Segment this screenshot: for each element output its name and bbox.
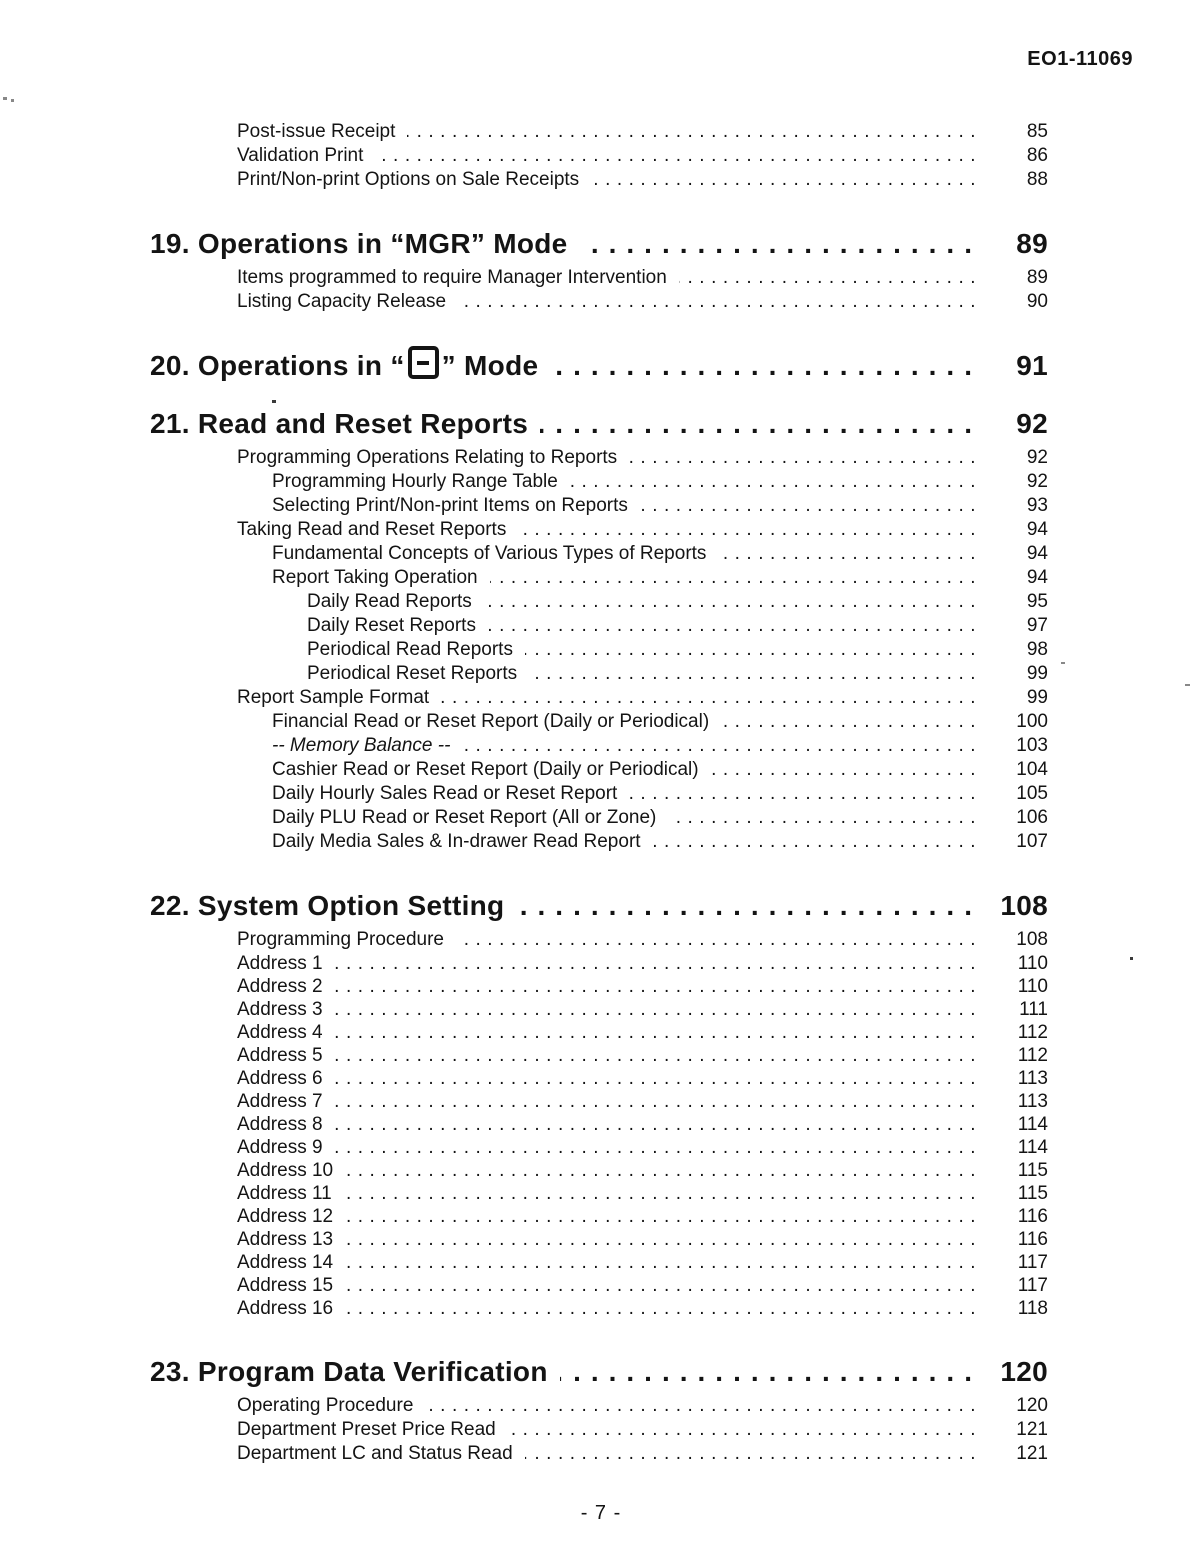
- toc-entry-page: 108: [1000, 890, 1048, 921]
- toc-chapter-row: [150, 344, 1048, 388]
- toc-entry-label: Operating Procedure: [237, 1395, 414, 1416]
- toc-entry-row: [150, 686, 1048, 710]
- toc-entry-label: Department LC and Status Read: [237, 1443, 513, 1464]
- toc-entry-label: Programming Operations Relating to Reports: [237, 447, 618, 468]
- dot-leader: [335, 998, 982, 1021]
- toc-entry-page: 107: [1016, 831, 1048, 852]
- toc-entry-row: [150, 1067, 1048, 1090]
- toc-entry-page: 99: [1026, 663, 1048, 684]
- toc-entry-row: [150, 590, 1048, 614]
- toc-entry-page: 106: [1016, 807, 1048, 828]
- toc-entry-label: Report Taking Operation: [272, 567, 478, 588]
- toc-entry-page: 115: [1017, 1183, 1048, 1204]
- toc-entry-label: Address 12: [237, 1206, 334, 1227]
- toc-entry-row: [150, 662, 1048, 686]
- toc-entry-row: [150, 614, 1048, 638]
- toc-entry-page: 89: [1016, 228, 1048, 259]
- toc-entry-label: Taking Read and Reset Reports: [237, 519, 507, 540]
- toc-entry-page: 113: [1017, 1091, 1048, 1112]
- toc-chapter-title: 23. Program Data Verification: [150, 1356, 548, 1387]
- toc-entry-row: [150, 144, 1048, 168]
- toc-entry-page: 114: [1017, 1137, 1048, 1158]
- dot-leader: [718, 542, 982, 566]
- dot-leader: [488, 614, 982, 638]
- scan-artifact: [11, 99, 14, 102]
- dot-leader: [345, 1297, 982, 1320]
- minus-in-box-icon: [408, 346, 439, 379]
- toc-entry-label: Address 16: [237, 1298, 334, 1319]
- toc-entry-page: 110: [1017, 976, 1048, 997]
- dot-leader: [721, 710, 982, 734]
- scan-artifact: [1130, 957, 1133, 960]
- toc-entry-row: [150, 1297, 1048, 1320]
- toc-entry-page: 112: [1017, 1022, 1048, 1043]
- dot-leader: [441, 686, 982, 710]
- toc-entry-row: [150, 1182, 1048, 1205]
- dot-leader: [484, 590, 982, 614]
- document-code: EO1-11069: [1027, 48, 1133, 70]
- toc-entry-page: 89: [1026, 267, 1048, 288]
- toc-entry-label: Daily Reset Reports: [307, 615, 476, 636]
- toc-entry-page: 91: [1016, 350, 1048, 381]
- toc-entry-label: Periodical Read Reports: [307, 639, 513, 660]
- toc-entry-row: [150, 782, 1048, 806]
- toc-entry-label: Department Preset Price Read: [237, 1419, 496, 1440]
- toc-entry-row: [150, 1394, 1048, 1418]
- toc-entry-page: 120: [1016, 1395, 1048, 1416]
- toc-entry-label: Items programmed to require Manager Intervention: [237, 267, 667, 288]
- toc-entry-label: Daily Read Reports: [307, 591, 472, 612]
- toc-entry-row: [150, 952, 1048, 975]
- dot-leader: [629, 446, 982, 470]
- toc-entry-row: [150, 1228, 1048, 1251]
- toc-entry-row: [150, 290, 1048, 314]
- toc-entry-label: Address 4: [237, 1022, 323, 1043]
- dot-leader: [344, 1182, 982, 1205]
- toc-entry-page: 92: [1016, 408, 1048, 439]
- toc-entry-row: [150, 638, 1048, 662]
- toc-entry-label: Address 13: [237, 1229, 334, 1250]
- dot-leader: [550, 344, 982, 388]
- page-number-footer: - 7 -: [580, 1502, 622, 1524]
- toc-entry-page: 90: [1026, 291, 1048, 312]
- toc-entry-label: Address 11: [237, 1183, 332, 1204]
- scan-artifact: [1061, 662, 1065, 664]
- toc-chapter-title: 19. Operations in “MGR” Mode: [150, 228, 568, 259]
- scan-artifact: [1185, 684, 1190, 686]
- dot-leader: [425, 1394, 982, 1418]
- toc-entry-page: 88: [1026, 169, 1048, 190]
- toc: [150, 0, 1048, 1466]
- toc-entry-label: Validation Print: [237, 145, 364, 166]
- toc-chapter-row: [150, 222, 1048, 266]
- dot-leader: [540, 402, 982, 446]
- toc-entry-label: Daily Media Sales & In-drawer Read Report: [272, 831, 641, 852]
- toc-entry-row: [150, 806, 1048, 830]
- dot-leader: [335, 1021, 982, 1044]
- toc-entry-row: [150, 168, 1048, 192]
- toc-entry-page: 108: [1016, 929, 1048, 950]
- toc-entry-label: Address 7: [237, 1091, 323, 1112]
- scan-artifact: [3, 97, 7, 100]
- dot-leader: [711, 758, 982, 782]
- dot-leader: [335, 1067, 982, 1090]
- toc-entry-label: Address 15: [237, 1275, 334, 1296]
- toc-entry-row: [150, 975, 1048, 998]
- dot-leader: [640, 494, 982, 518]
- toc-entry-page: 117: [1017, 1252, 1048, 1273]
- toc-entry-row: [150, 998, 1048, 1021]
- toc-entry-label: Periodical Reset Reports: [307, 663, 518, 684]
- scan-artifact: [272, 400, 276, 403]
- toc-entry-page: 118: [1017, 1298, 1048, 1319]
- toc-entry-label: -- Memory Balance --: [272, 735, 451, 756]
- toc-entry-label: Daily Hourly Sales Read or Reset Report: [272, 783, 618, 804]
- dot-leader: [345, 1251, 982, 1274]
- toc-chapter-title-post: ” Mode: [441, 350, 539, 381]
- toc-entry-label: Programming Hourly Range Table: [272, 471, 558, 492]
- dot-leader: [375, 144, 982, 168]
- toc-entry-row: [150, 710, 1048, 734]
- dot-leader: [653, 830, 982, 854]
- toc-entry-page: 116: [1017, 1206, 1048, 1227]
- dot-leader: [345, 1205, 982, 1228]
- toc-entry-row: [150, 266, 1048, 290]
- toc-chapter-title-pre: 20. Operations in “: [150, 350, 405, 381]
- toc-entry-row: [150, 542, 1048, 566]
- toc-entry-label: Address 10: [237, 1160, 334, 1181]
- toc-entry-page: 121: [1016, 1443, 1048, 1464]
- toc-chapter-row: [150, 884, 1048, 928]
- toc-entry-row: [150, 1136, 1048, 1159]
- dot-leader: [518, 518, 982, 542]
- toc-entry-page: 85: [1026, 121, 1048, 142]
- dot-leader: [529, 662, 982, 686]
- toc-entry-label: Address 6: [237, 1068, 323, 1089]
- dot-leader: [345, 1274, 982, 1297]
- toc-entry-page: 120: [1000, 1356, 1048, 1387]
- dot-leader: [629, 782, 982, 806]
- toc-entry-row: [150, 1159, 1048, 1182]
- toc-entry-page: 121: [1016, 1419, 1048, 1440]
- toc-entry-row: [150, 1251, 1048, 1274]
- toc-entry-page: 103: [1016, 735, 1048, 756]
- dot-leader: [591, 168, 982, 192]
- dot-leader: [335, 1113, 982, 1136]
- toc-entry-page: 98: [1026, 639, 1048, 660]
- toc-entry-label: Listing Capacity Release: [237, 291, 447, 312]
- dot-leader: [525, 638, 982, 662]
- dot-leader: [508, 1418, 982, 1442]
- dot-leader: [679, 266, 982, 290]
- toc-entry-page: 117: [1017, 1275, 1048, 1296]
- toc-entry-row: [150, 1442, 1048, 1466]
- toc-entry-row: [150, 928, 1048, 952]
- toc-entry-row: [150, 1274, 1048, 1297]
- dot-leader: [458, 290, 982, 314]
- toc-entry-page: 104: [1016, 759, 1048, 780]
- toc-entry-page: 92: [1026, 471, 1048, 492]
- toc-entry-page: 110: [1017, 953, 1048, 974]
- toc-entry-row: [150, 120, 1048, 144]
- toc-entry-label: Address 5: [237, 1045, 323, 1066]
- toc-entry-row: [150, 1113, 1048, 1136]
- dot-leader: [462, 734, 982, 758]
- toc-entry-label: Address 9: [237, 1137, 323, 1158]
- toc-entry-row: [150, 1090, 1048, 1113]
- toc-entry-row: [150, 1205, 1048, 1228]
- toc-entry-row: [150, 566, 1048, 590]
- toc-entry-row: [150, 734, 1048, 758]
- toc-entry-page: 116: [1017, 1229, 1048, 1250]
- dot-leader: [570, 470, 982, 494]
- toc-chapter-title: 22. System Option Setting: [150, 890, 505, 921]
- dot-leader: [345, 1228, 982, 1251]
- toc-entry-row: [150, 518, 1048, 542]
- toc-entry-page: 111: [1019, 999, 1048, 1020]
- toc-entry-page: 112: [1017, 1045, 1048, 1066]
- dot-leader: [516, 884, 982, 928]
- toc-entry-row: [150, 470, 1048, 494]
- toc-entry-label: Fundamental Concepts of Various Types of Reports: [272, 543, 707, 564]
- toc-entry-label: Daily PLU Read or Reset Report (All or Zone): [272, 807, 657, 828]
- toc-entry-page: 94: [1026, 543, 1048, 564]
- toc-entry-row: [150, 830, 1048, 854]
- toc-entry-row: [150, 446, 1048, 470]
- toc-entry-page: 94: [1026, 567, 1048, 588]
- dot-leader: [560, 1350, 982, 1394]
- toc-entry-page: 113: [1017, 1068, 1048, 1089]
- toc-entry-page: 92: [1026, 447, 1048, 468]
- toc-entry-page: 105: [1016, 783, 1048, 804]
- dot-leader: [668, 806, 982, 830]
- toc-entry-page: 86: [1026, 145, 1048, 166]
- toc-chapter-title: [150, 344, 538, 388]
- toc-entry-page: 114: [1017, 1114, 1048, 1135]
- dot-leader: [580, 222, 982, 266]
- toc-entry-label: Print/Non-print Options on Sale Receipts: [237, 169, 580, 190]
- toc-entry-page: 95: [1026, 591, 1048, 612]
- toc-entry-label: Address 14: [237, 1252, 334, 1273]
- dot-leader: [335, 1090, 982, 1113]
- toc-entry-label: Address 1: [237, 953, 323, 974]
- toc-entry-label: Cashier Read or Reset Report (Daily or Periodical): [272, 759, 699, 780]
- toc-entry-row: [150, 1418, 1048, 1442]
- toc-entry-label: Programming Procedure: [237, 929, 444, 950]
- dot-leader: [335, 1136, 982, 1159]
- dot-leader: [345, 1159, 982, 1182]
- toc-chapter-title: 21. Read and Reset Reports: [150, 408, 529, 439]
- toc-chapter-row: [150, 1350, 1048, 1394]
- toc-entry-row: [150, 758, 1048, 782]
- toc-entry-label: Report Sample Format: [237, 687, 430, 708]
- dot-leader: [335, 1044, 982, 1067]
- toc-entry-page: 100: [1016, 711, 1048, 732]
- dot-leader: [335, 952, 982, 975]
- toc-entry-label: Financial Read or Reset Report (Daily or Periodical): [272, 711, 710, 732]
- dot-leader: [525, 1442, 982, 1466]
- toc-entry-label: Address 3: [237, 999, 323, 1020]
- toc-entry-page: 115: [1017, 1160, 1048, 1181]
- toc-entry-page: 97: [1026, 615, 1048, 636]
- toc-entry-page: 99: [1026, 687, 1048, 708]
- dot-leader: [407, 120, 982, 144]
- toc-entry-row: [150, 494, 1048, 518]
- dot-leader: [490, 566, 982, 590]
- toc-entry-row: [150, 1044, 1048, 1067]
- dot-leader: [456, 928, 982, 952]
- toc-entry-row: [150, 1021, 1048, 1044]
- toc-entry-page: 93: [1026, 495, 1048, 516]
- toc-entry-label: Address 2: [237, 976, 323, 997]
- toc-entry-label: Post-issue Receipt: [237, 121, 396, 142]
- toc-entry-label: Selecting Print/Non-print Items on Reports: [272, 495, 628, 516]
- toc-chapter-row: [150, 402, 1048, 446]
- dot-leader: [335, 975, 982, 998]
- toc-entry-page: 94: [1026, 519, 1048, 540]
- toc-entry-label: Address 8: [237, 1114, 323, 1135]
